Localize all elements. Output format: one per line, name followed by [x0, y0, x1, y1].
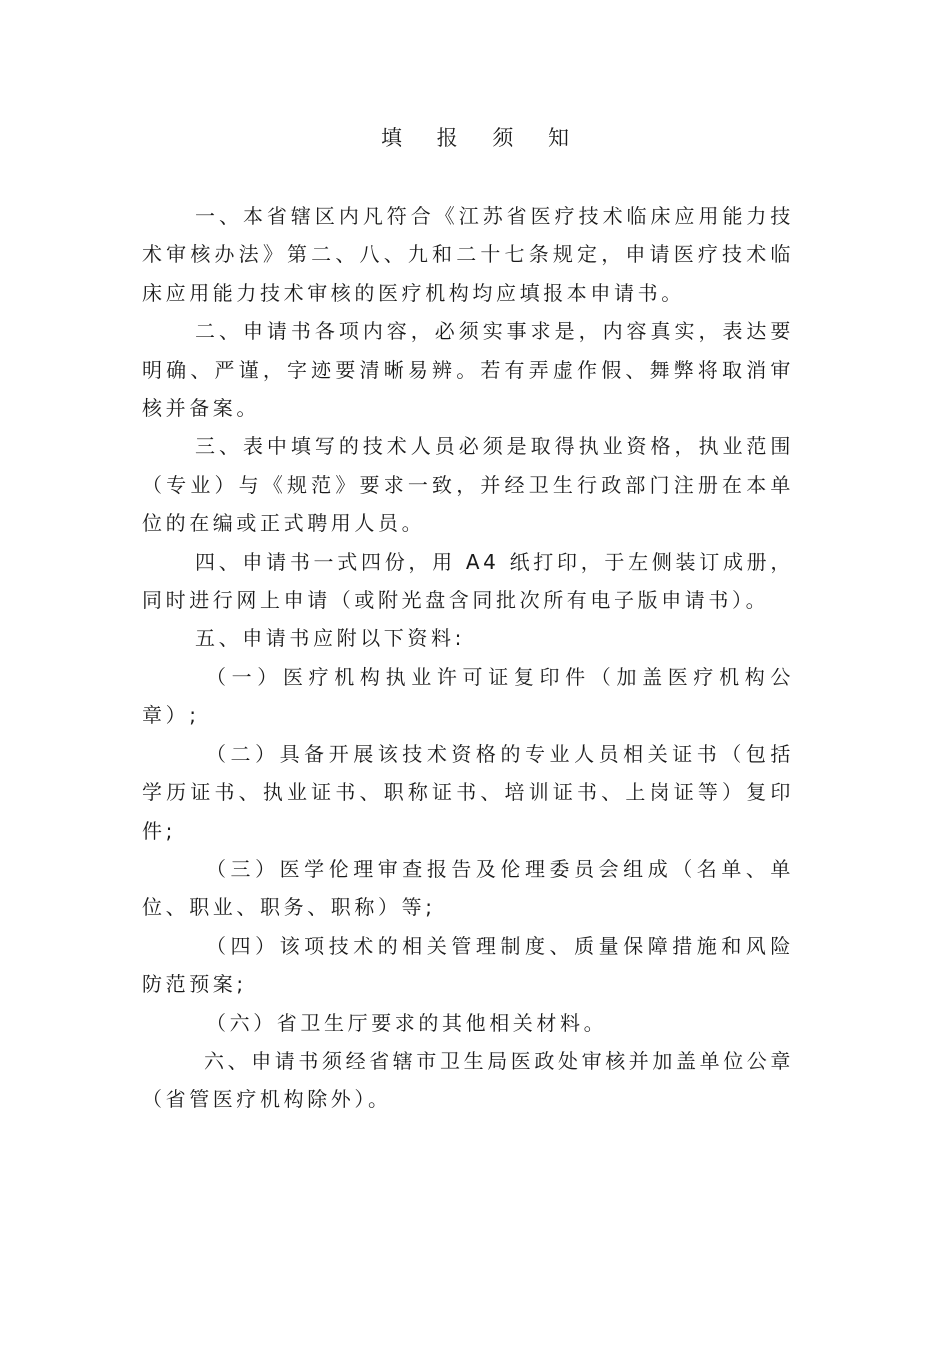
- attachment-item-6: （六）省卫生厅要求的其他相关材料。: [206, 1010, 608, 1035]
- document-title: 填 报 须 知: [380, 126, 584, 150]
- attachment-item-3: （三）医学伦理审查报告及伦理委员会组成（名单、单位、职业、职务、职称）等;: [142, 856, 794, 920]
- paragraph-3: 三、表中填写的技术人员必须是取得执业资格，执业范围（专业）与《规范》要求一致，并经卫生行政部门注册在本单位的在编或正式聘用人员。: [142, 434, 794, 536]
- paragraph-5: 五、申请书应附以下资料:: [195, 626, 465, 651]
- paragraph-4: 四、申请书一式四份，用 A4 纸打印，于左侧装订成册，同时进行网上申请（或附光盘含同批次所有电子版申请书）。: [142, 549, 794, 613]
- document-body: [142, 197, 794, 1119]
- attachment-item-4: （四）该项技术的相关管理制度、质量保障措施和风险防范预案;: [142, 933, 794, 997]
- paragraph-1: 一、本省辖区内凡符合《江苏省医疗技术临床应用能力技术审核办法》第二、八、九和二十七条规定，申请医疗技术临床应用能力技术审核的医疗机构均应填报本申请书。: [142, 204, 794, 305]
- paragraph-6: 六、申请书须经省辖市卫生局医政处审核并加盖单位公章（省管医疗机构除外）。: [142, 1048, 794, 1112]
- attachment-item-2: （二）具备开展该技术资格的专业人员相关证书（包括学历证书、执业证书、职称证书、培训证书、上岗证等）复印件;: [142, 741, 794, 843]
- paragraph-2: 二、申请书各项内容，必须实事求是，内容真实，表达要明确、严谨，字迹要清晰易辨。若有弄虚作假、舞弊将取消审核并备案。: [142, 319, 794, 421]
- attachment-item-1: （一）医疗机构执业许可证复印件（加盖医疗机构公章）;: [142, 664, 794, 728]
